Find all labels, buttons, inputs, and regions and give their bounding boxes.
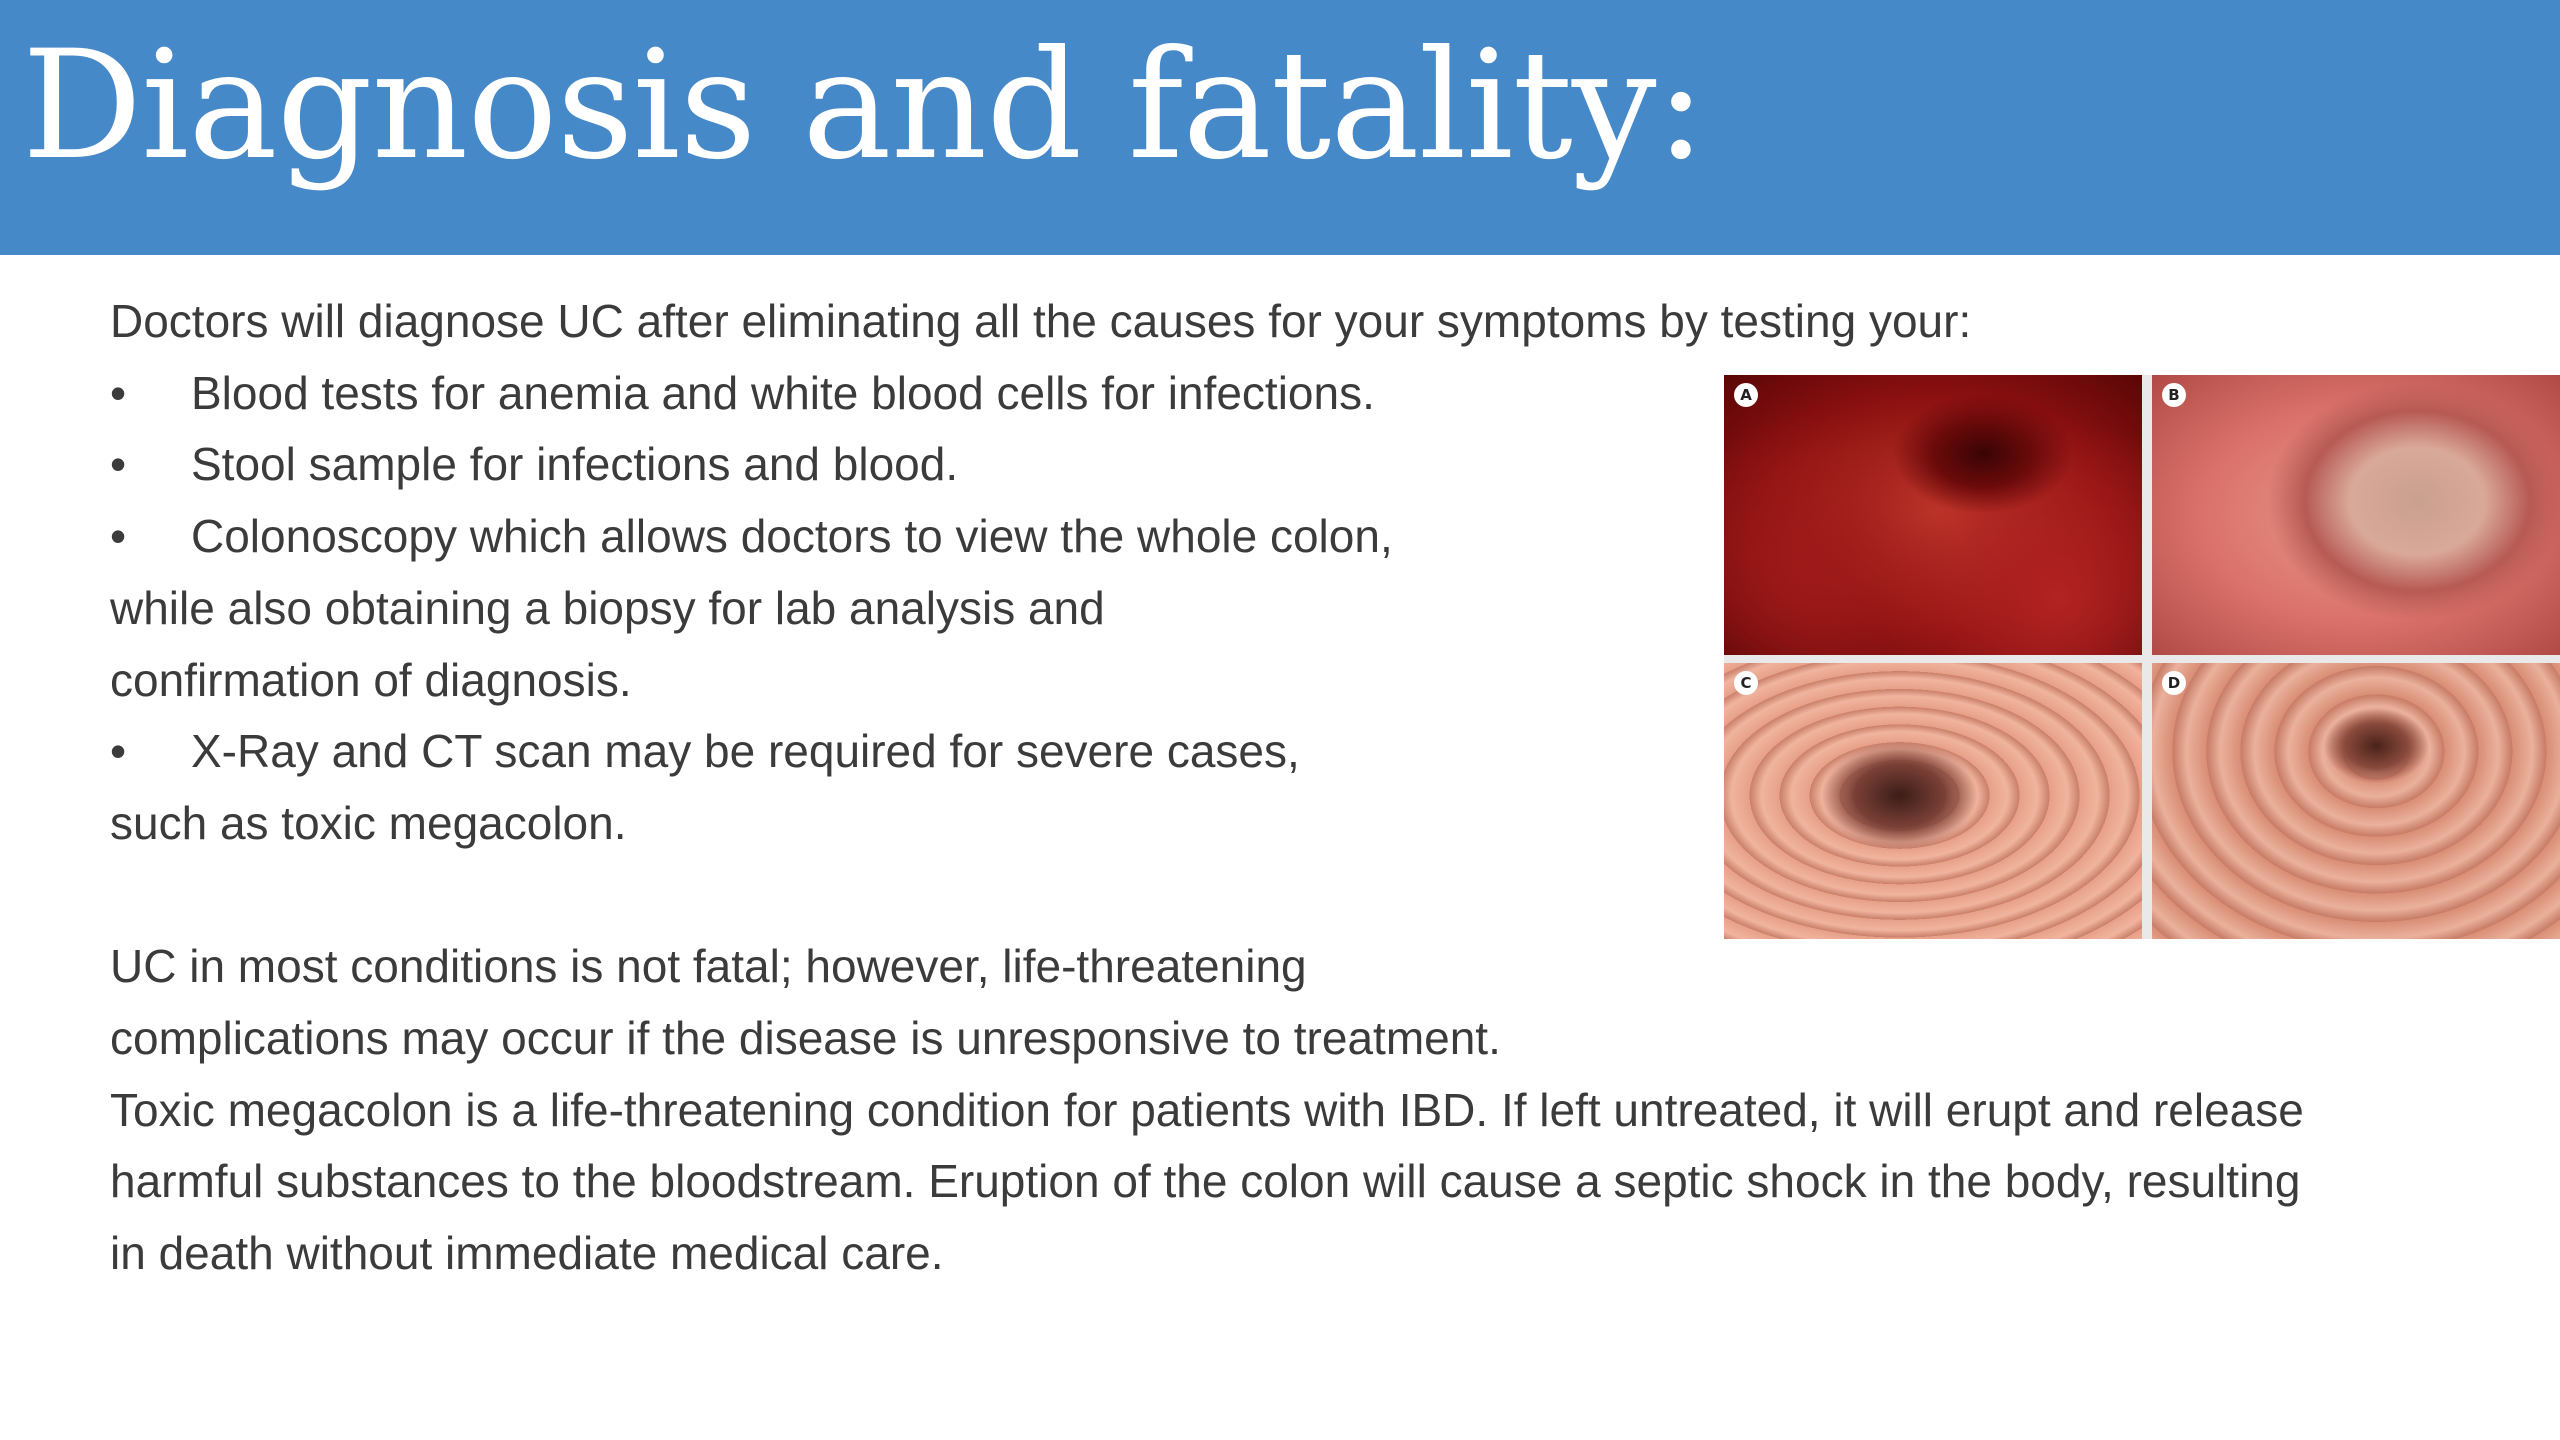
title-band — [0, 0, 2560, 255]
fatality-text: complications may occur if the disease is unresponsive to treatment. — [110, 1012, 1501, 1065]
colonoscopy-image-grid — [1724, 375, 2560, 939]
panel-label: D — [2162, 671, 2186, 695]
bullet-text: X-Ray and CT scan may be required for severe cases, — [191, 725, 1300, 778]
bullet-glyph: • — [110, 725, 127, 778]
intro-text: Doctors will diagnose UC after eliminating all the causes for your symptoms by testing your: — [110, 295, 1972, 347]
colonoscopy-image-d — [2152, 663, 2560, 939]
colonoscopy-image-c — [1724, 663, 2142, 939]
bullet-text: Blood tests for anemia and white blood cells for infections. — [191, 366, 1375, 419]
colonoscopy-image-b — [2152, 375, 2560, 655]
bullet-glyph: • — [110, 510, 127, 563]
bullet-text: Colonoscopy which allows doctors to view the whole colon, — [191, 510, 1393, 563]
bullet-glyph: • — [110, 438, 127, 491]
panel-label: A — [1734, 383, 1758, 407]
bullet-colonoscopy-cont: confirmation of diagnosis. — [110, 653, 632, 706]
slide-title: Diagnosis and fatality: — [22, 19, 1706, 193]
toxic-megacolon-text: harmful substances to the bloodstream. Eruption of the colon will cause a septic shock in the body, resulting — [110, 1155, 2301, 1208]
panel-label: B — [2162, 383, 2186, 407]
bullet-xray-ct-cont: such as toxic megacolon. — [110, 796, 627, 849]
bullet-text: Stool sample for infections and blood. — [191, 438, 959, 491]
bullet-colonoscopy-cont: while also obtaining a biopsy for lab analysis and — [110, 581, 1105, 634]
toxic-megacolon-text: in death without immediate medical care. — [110, 1227, 944, 1280]
fatality-text: UC in most conditions is not fatal; however, life-threatening — [110, 940, 1307, 993]
colonoscopy-image-a — [1724, 375, 2142, 655]
toxic-megacolon-text: Toxic megacolon is a life-threatening condition for patients with IBD. If left untreated, it will erupt and release — [110, 1083, 2304, 1136]
panel-label: C — [1734, 671, 1758, 695]
bullet-glyph: • — [110, 366, 127, 419]
